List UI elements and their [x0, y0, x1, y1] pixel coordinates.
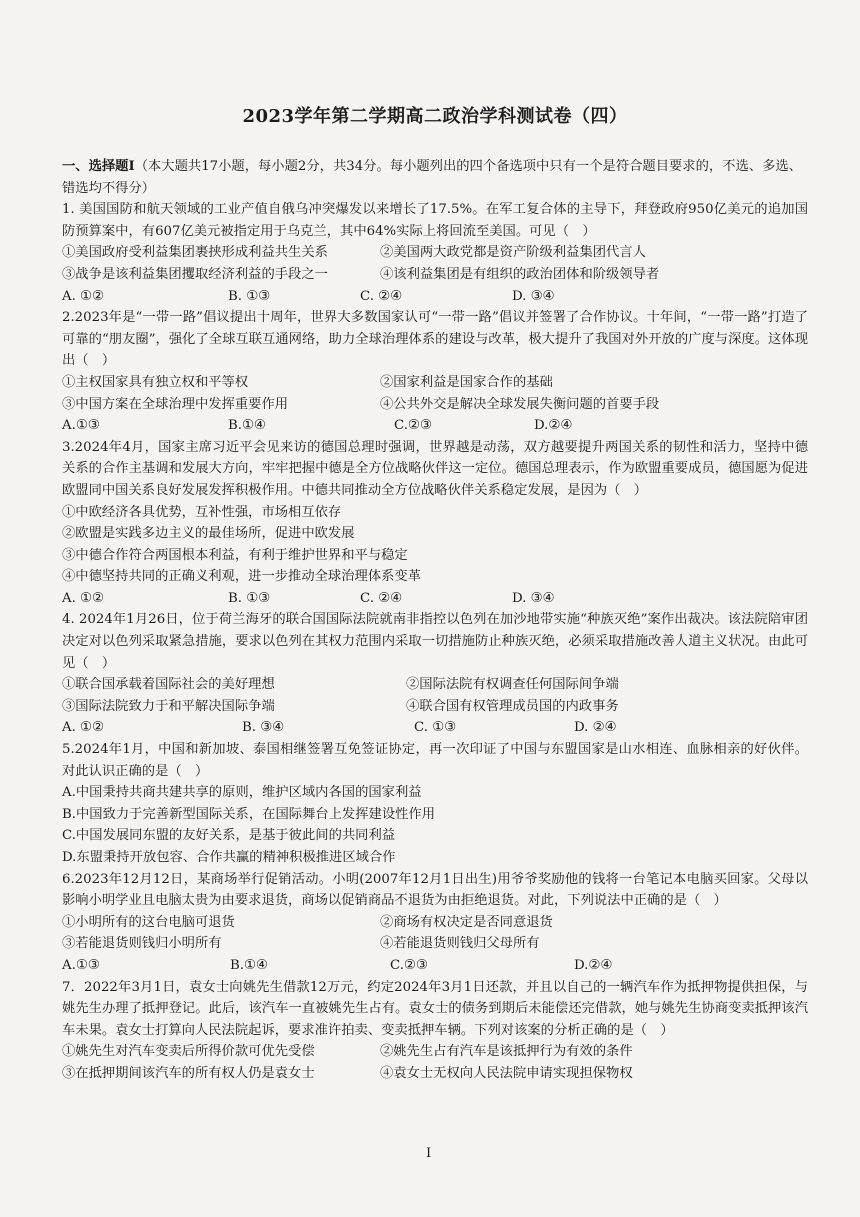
option-1: ①中欧经济各具优势，互补性强，市场相互依存 — [62, 504, 342, 520]
choice-c: C.②③ — [394, 418, 432, 434]
answer-choices — [62, 286, 808, 308]
option-list — [62, 674, 808, 717]
question-stem: 5.2024年1月，中国和新加坡、泰国相继签署互免签证协定，再一次印证了中国与东盟国家是山水相连、血脉相亲的好伙伴。对此认识正确的是（ ） — [62, 742, 808, 779]
option-1: ①美国政府受利益集团裹挟形成利益共生关系 — [62, 245, 328, 261]
choice-a: A. ①② — [62, 720, 104, 736]
question-stem: 3.2024年4月，国家主席习近平会见来访的德国总理时强调，世界越是动荡，双方越要提升两国关系的韧性和活力，坚持中德关系的合作主基调和发展大方向，牢牢把握中德是全方位战略伙伴这一定位。德国总理表示，作为欧盟重要成员，德国愿为促进欧盟同中国关系良好发展发挥积极作用。中德共同推动全方位战略伙伴关系稳定发展，是因为（ ） — [62, 439, 808, 498]
choice-a: A.中国秉持共商共建共享的原则，维护区域内各国的国家利益 — [62, 785, 422, 801]
choice-b: B.中国致力于完善新型国际关系，在国际舞台上发挥建设性作用 — [62, 806, 436, 822]
option-2: ②欧盟是实践多边主义的最佳场所，促进中欧发展 — [62, 526, 355, 542]
page-title: 2023学年第二学期高二政治学科测试卷（四） — [242, 106, 628, 127]
option-4: ④中德坚持共同的正确义利观，进一步推动全球治理体系变革 — [62, 569, 422, 585]
option-2: ②国际法院有权调查任何国际间争端 — [406, 677, 619, 693]
option-4: ④公共外交是解决全球发展失衡问题的首要手段 — [380, 396, 660, 412]
section-heading: 一、选择题Ⅰ — [62, 159, 135, 174]
page-mark: I — [426, 1146, 432, 1161]
question-stem: 6.2023年12月12日，某商场举行促销活动。小明(2007年12月1日出生)用爷爷奖励他的钱将一台笔记本电脑买回家。父母以影响小明学业且电脑太贵为由要求退货，商场以促销商品不退货为由拒绝退货。对此，下列说法中正确的是（ ） — [62, 871, 808, 909]
section-note: （本大题共17小题，每小题2分，共34分。每小题列出的四个备选项中只有一个是符合题目要求的，不选、多选、错选均不得分） — [62, 159, 802, 196]
question-7 — [62, 977, 808, 1085]
choice-c: C. ②④ — [360, 590, 402, 606]
choice-a: A. ①② — [62, 288, 104, 304]
section-instructions — [62, 156, 808, 199]
option-3: ③中国方案在全球治理中发挥重要作用 — [62, 396, 289, 412]
option-1: ①联合国承载着国际社会的美好理想 — [62, 677, 275, 693]
option-4: ④若能退货则钱归父母所有 — [380, 936, 540, 952]
choice-a: A.①③ — [62, 418, 100, 434]
answer-choices — [62, 415, 808, 437]
choice-b: B.①④ — [230, 957, 268, 973]
question-stem: 4. 2024年1月26日，位于荷兰海牙的联合国国际法院就南非指控以色列在加沙地带实施“种族灭绝”案作出裁决。该法院陪审团决定对以色列采取紧急措施，要求以色列在其权力范围内采取一切措施防止种族灭绝，必须采取措施改善人道主义状况。由此可见（ ） — [62, 612, 808, 671]
option-1: ①主权国家具有独立权和平等权 — [62, 374, 249, 390]
option-3: ③战争是该利益集团攫取经济利益的手段之一 — [62, 266, 328, 282]
option-list — [62, 242, 808, 285]
question-5 — [62, 739, 808, 869]
choice-c: C.②③ — [390, 957, 428, 973]
choice-c: C. ②④ — [360, 288, 402, 304]
question-stem: 1. 美国国防和航天领域的工业产值自俄乌冲突爆发以来增长了17.5%。在军工复合体的主导下，拜登政府950亿美元的追加国防预算案中，有607亿美元被指定用于乌克兰，其中64%实际上将回流至美国。可见（ ） — [62, 202, 808, 239]
choice-a: A. ①② — [62, 590, 104, 606]
option-1: ①小明所有的这台电脑可退货 — [62, 914, 235, 930]
question-3 — [62, 437, 808, 610]
choice-b: B. ③④ — [242, 720, 285, 736]
option-2: ②姚先生占有汽车是该抵押行为有效的条件 — [380, 1044, 633, 1060]
choice-c: C. ①③ — [414, 720, 456, 736]
option-4: ④袁女士无权向人民法院申请实现担保物权 — [380, 1065, 633, 1081]
option-list — [62, 912, 808, 955]
option-4: ④该利益集团是有组织的政治团体和阶级领导者 — [380, 266, 660, 282]
option-list — [62, 1041, 808, 1084]
choice-a: A.①③ — [62, 957, 100, 973]
option-1: ①姚先生对汽车变卖后所得价款可优先受偿 — [62, 1044, 315, 1060]
answer-choices — [62, 717, 808, 739]
choice-d: D.②④ — [574, 957, 613, 973]
answer-choices — [62, 955, 808, 977]
answer-choices — [62, 588, 808, 610]
option-2: ②美国两大政党都是资产阶级利益集团代言人 — [380, 245, 646, 261]
option-2: ②国家利益是国家合作的基础 — [380, 374, 553, 390]
question-2 — [62, 307, 808, 437]
choice-d: D. ③④ — [512, 590, 555, 606]
choice-d: D. ③④ — [512, 288, 555, 304]
choice-b: B.①④ — [228, 418, 266, 434]
choice-b: B. ①③ — [228, 590, 271, 606]
choice-d: D.东盟秉持开放包容、合作共赢的精神积极推进区域合作 — [62, 850, 396, 865]
option-3: ③若能退货则钱归小明所有 — [62, 936, 222, 952]
option-4: ④联合国有权管理成员国的内政事务 — [406, 698, 619, 714]
choice-d: D. ②④ — [574, 720, 617, 736]
choice-d: D.②④ — [534, 418, 573, 434]
option-3: ③在抵押期间该汽车的所有权人仍是袁女士 — [62, 1065, 315, 1081]
option-3: ③国际法院致力于和平解决国际争端 — [62, 698, 275, 714]
question-4 — [62, 609, 808, 739]
option-list — [62, 372, 808, 415]
question-6 — [62, 869, 808, 977]
choice-b: B. ①③ — [228, 288, 271, 304]
question-stem: 7．2022年3月1日，袁女士向姚先生借款12万元，约定2024年3月1日还款，并且以自己的一辆汽车作为抵押物提供担保，与姚先生办理了抵押登记。此后，该汽车一直被姚先生占有。袁女士的债务到期后未能偿还完借款，她与姚先生协商变卖抵押该汽车未果。袁女士打算向人民法院起诉，要求准许拍卖、变卖抵押车辆。下列对该案的分析正确的是（ ） — [62, 979, 808, 1038]
question-1 — [62, 199, 808, 307]
option-2: ②商场有权决定是否同意退货 — [380, 914, 553, 930]
choice-c: C.中国发展同东盟的友好关系，是基于彼此间的共同利益 — [62, 828, 396, 844]
option-3: ③中德合作符合两国根本利益，有利于维护世界和平与稳定 — [62, 547, 408, 563]
question-stem: 2.2023年是“一带一路”倡议提出十周年，世界大多数国家认可“一带一路”倡议并签署了合作协议。十年间，“一带一路”打造了可靠的“朋友圈”，强化了全球互联互通网络，助力全球治理体系的建设与改革，极大提升了我国对外开放的广度与深度。这体现出（ ） — [62, 310, 808, 369]
